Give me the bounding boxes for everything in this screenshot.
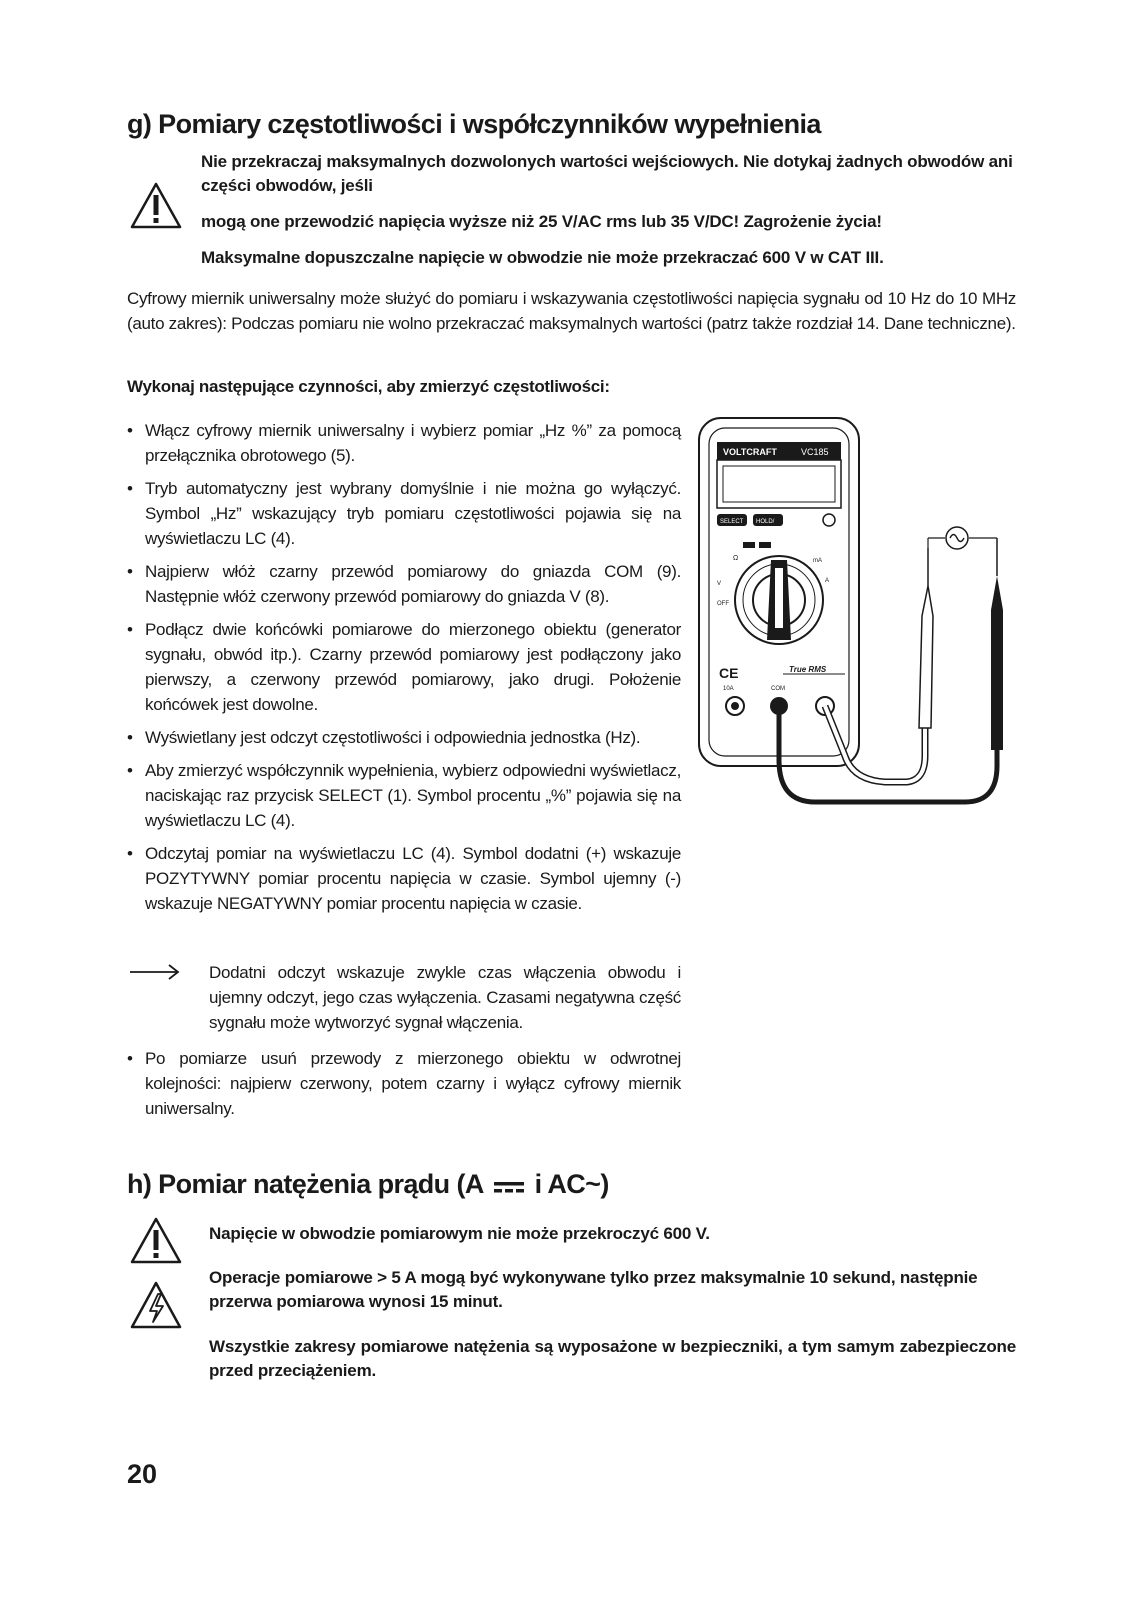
ac-source-icon xyxy=(946,527,968,549)
list-item: • Podłącz dwie końcówki pomiarowe do mierzonego obiektu (generator sygnału, obwód itp.). Czarny przewód pomiarowy jest podłączony jako pierwszy, a czerwony przewód pomiarowy, jako drugi. Położenie końcówek jest dowolne. xyxy=(127,617,681,717)
list-item: • Po pomiarze usuń przewody z mierzonego obiektu w odwrotnej kolejności: najpierw czerwony, potem czarny i wyłącz cyfrowy miernik uniwersalny. xyxy=(127,1046,681,1121)
warning-h-1: Napięcie w obwodzie pomiarowym nie może przekroczyć 600 V. xyxy=(209,1224,710,1243)
svg-text:V: V xyxy=(717,581,722,587)
warning-triangle-icon xyxy=(129,181,183,231)
warning-g-2: mogą one przewodzić napięcia wyższe niż 25 V/AC rms lub 35 V/DC! Zagrożenie życia! xyxy=(201,212,882,231)
meter-true-rms: True RMS xyxy=(789,665,827,674)
dc-symbol-icon xyxy=(493,1170,525,1202)
warning-h-3: Wszystkie zakresy pomiarowe natężenia są wyposażone w bezpieczniki, a tym samym zabezpieczone przed przeciążeniem. xyxy=(209,1337,1016,1380)
meter-ce: CE xyxy=(719,665,739,681)
meter-10a: 10A xyxy=(723,686,734,692)
section-h-title-post: i AC~) xyxy=(534,1169,609,1199)
svg-text:Ω: Ω xyxy=(733,555,739,562)
arrow-right-icon xyxy=(129,962,181,982)
meter-model: VC185 xyxy=(801,447,829,457)
list-item: • Aby zmierzyć współczynnik wypełnienia, wybierz odpowiedni wyświetlacz, naciskając raz przycisk SELECT (1). Symbol procentu „%” pojawia się na wyświetlaczu LC (4). xyxy=(127,758,681,833)
list-item: • Wyświetlany jest odczyt częstotliwości i odpowiednia jednostka (Hz). xyxy=(127,725,681,750)
section-g-title: g) Pomiary częstotliwości i współczynników wypełnienia xyxy=(127,109,821,139)
multimeter-illustration xyxy=(695,410,1015,815)
svg-text:A: A xyxy=(825,578,830,584)
steps-heading: Wykonaj następujące czynności, aby zmierzyć częstotliwości: xyxy=(127,377,610,396)
note-text: Dodatni odczyt wskazuje zwykle czas włączenia obwodu i ujemny odczyt, jego czas wyłączenia. Czasami negatywna część sygnału może wytworzyć sygnał włączenia. xyxy=(209,963,681,1032)
steps-list xyxy=(127,418,681,924)
meter-com: COM xyxy=(771,686,785,692)
final-list xyxy=(127,1046,681,1129)
svg-text:mA: mA xyxy=(813,558,822,564)
intro-paragraph: Cyfrowy miernik uniwersalny może służyć do pomiaru i wskazywania częstotliwości napięcia sygnału od 10 Hz do 10 MHz (auto zakres): Podczas pomiaru nie wolno przekraczać maksymalnych wartości (patrz także rozdział 14. Dane techniczne). xyxy=(127,289,1016,333)
section-h-title-pre: h) Pomiar natężenia prądu (A xyxy=(127,1169,483,1199)
warning-g-1: Nie przekraczaj maksymalnych dozwolonych wartości wejściowych. Nie dotykaj żadnych obwodów ani części obwodów, jeśli xyxy=(201,152,1013,195)
list-item: • Włącz cyfrowy miernik uniwersalny i wybierz pomiar „Hz %” za pomocą przełącznika obrotowego (5). xyxy=(127,418,681,468)
lightning-triangle-icon xyxy=(129,1280,183,1332)
list-item: • Najpierw włóż czarny przewód pomiarowy do gniazda COM (9). Następnie włóż czerwony przewód pomiarowy do gniazda V (8). xyxy=(127,559,681,609)
section-h-title xyxy=(127,1168,609,1202)
warning-triangle-icon xyxy=(129,1216,183,1266)
list-item: • Odczytaj pomiar na wyświetlaczu LC (4). Symbol dodatni (+) wskazuje POZYTYWNY pomiar procentu napięcia w czasie. Symbol ujemny (-) wskazuje NEGATYWNY pomiar procentu napięcia w czasie. xyxy=(127,841,681,916)
meter-select-label: SELECT xyxy=(720,519,744,525)
svg-text:OFF: OFF xyxy=(717,601,729,607)
warning-h-2: Operacje pomiarowe > 5 A mogą być wykonywane tylko przez maksymalnie 10 sekund, następnie przerwa pomiarowa wynosi 15 minut. xyxy=(209,1268,978,1311)
meter-hold-label: HOLD/ xyxy=(756,519,775,525)
meter-brand: VOLTCRAFT xyxy=(723,447,777,457)
list-item: • Tryb automatyczny jest wybrany domyślnie i nie można go wyłączyć. Symbol „Hz” wskazujący tryb pomiaru częstotliwości pojawia się na wyświetlaczu LC (4). xyxy=(127,476,681,551)
warning-g-3: Maksymalne dopuszczalne napięcie w obwodzie nie może przekraczać 600 V w CAT III. xyxy=(201,248,884,267)
page-number: 20 xyxy=(127,1459,158,1489)
